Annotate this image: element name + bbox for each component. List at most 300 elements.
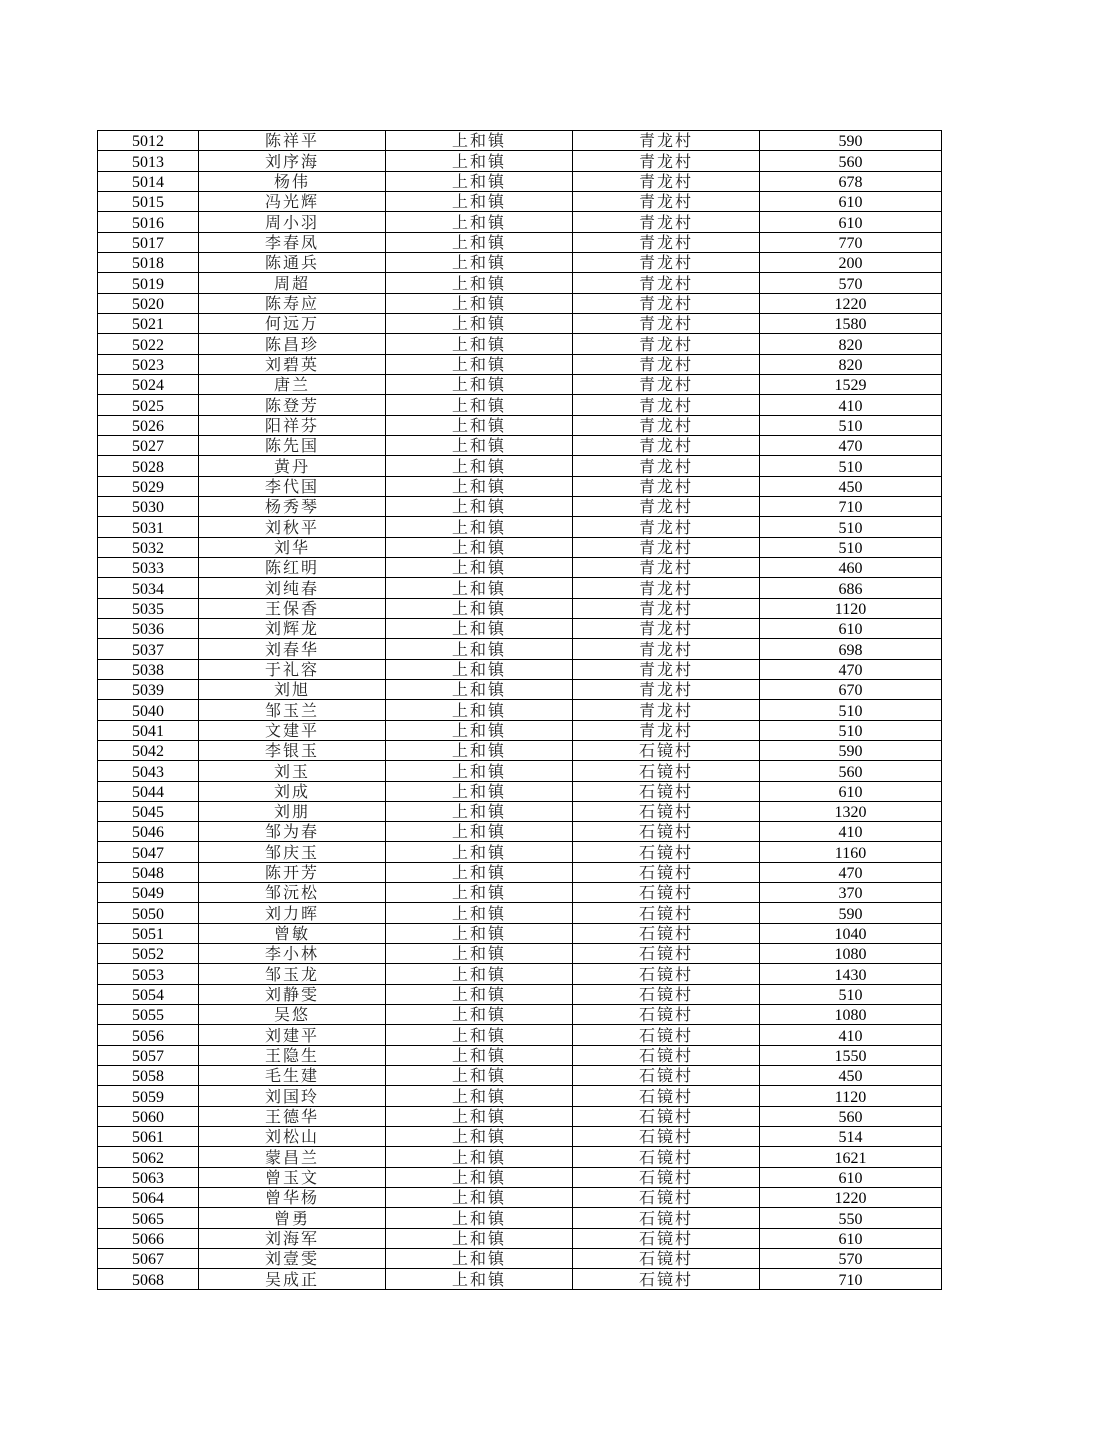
table-row [98, 252, 942, 272]
amount-cell: 410 [760, 1025, 942, 1045]
name-cell: 刘海军 [199, 1228, 386, 1248]
id-cell: 5038 [98, 659, 199, 679]
town-cell: 上和镇 [386, 557, 573, 577]
town-cell: 上和镇 [386, 1167, 573, 1187]
name-cell: 陈祥平 [199, 131, 386, 151]
table-row [98, 639, 942, 659]
village-cell: 石镜村 [573, 842, 760, 862]
amount-cell: 1220 [760, 1188, 942, 1208]
village-cell: 石镜村 [573, 1127, 760, 1147]
village-cell: 青龙村 [573, 659, 760, 679]
name-cell: 陈先国 [199, 435, 386, 455]
town-cell: 上和镇 [386, 252, 573, 272]
id-cell: 5064 [98, 1188, 199, 1208]
id-cell: 5037 [98, 639, 199, 659]
table-row [98, 618, 942, 638]
town-cell: 上和镇 [386, 578, 573, 598]
amount-cell: 610 [760, 212, 942, 232]
name-cell: 邹沅松 [199, 883, 386, 903]
table-row [98, 354, 942, 374]
amount-cell: 610 [760, 191, 942, 211]
name-cell: 刘力晖 [199, 903, 386, 923]
id-cell: 5021 [98, 313, 199, 333]
town-cell: 上和镇 [386, 923, 573, 943]
id-cell: 5045 [98, 801, 199, 821]
table-row [98, 517, 942, 537]
town-cell: 上和镇 [386, 1025, 573, 1045]
village-cell: 石镜村 [573, 1025, 760, 1045]
village-cell: 青龙村 [573, 334, 760, 354]
village-cell: 青龙村 [573, 517, 760, 537]
id-cell: 5027 [98, 435, 199, 455]
id-cell: 5033 [98, 557, 199, 577]
table-row [98, 1167, 942, 1187]
table-row [98, 334, 942, 354]
amount-cell: 450 [760, 1066, 942, 1086]
name-cell: 曾敏 [199, 923, 386, 943]
name-cell: 陈通兵 [199, 252, 386, 272]
town-cell: 上和镇 [386, 862, 573, 882]
amount-cell: 1320 [760, 801, 942, 821]
name-cell: 王德华 [199, 1106, 386, 1126]
name-cell: 杨伟 [199, 171, 386, 191]
amount-cell: 470 [760, 435, 942, 455]
id-cell: 5031 [98, 517, 199, 537]
id-cell: 5052 [98, 944, 199, 964]
village-cell: 石镜村 [573, 1045, 760, 1065]
id-cell: 5026 [98, 415, 199, 435]
village-cell: 石镜村 [573, 903, 760, 923]
town-cell: 上和镇 [386, 1208, 573, 1228]
village-cell: 青龙村 [573, 578, 760, 598]
name-cell: 陈开芳 [199, 862, 386, 882]
town-cell: 上和镇 [386, 1249, 573, 1269]
amount-cell: 570 [760, 273, 942, 293]
amount-cell: 1580 [760, 313, 942, 333]
table-row [98, 171, 942, 191]
village-cell: 青龙村 [573, 191, 760, 211]
town-cell: 上和镇 [386, 822, 573, 842]
town-cell: 上和镇 [386, 517, 573, 537]
name-cell: 吴悠 [199, 1005, 386, 1025]
id-cell: 5014 [98, 171, 199, 191]
table-row [98, 598, 942, 618]
village-cell: 青龙村 [573, 313, 760, 333]
id-cell: 5015 [98, 191, 199, 211]
town-cell: 上和镇 [386, 700, 573, 720]
id-cell: 5043 [98, 761, 199, 781]
amount-cell: 410 [760, 822, 942, 842]
id-cell: 5049 [98, 883, 199, 903]
table-row [98, 801, 942, 821]
town-cell: 上和镇 [386, 944, 573, 964]
id-cell: 5051 [98, 923, 199, 943]
town-cell: 上和镇 [386, 1086, 573, 1106]
table-row [98, 1269, 942, 1289]
amount-cell: 710 [760, 1269, 942, 1289]
village-cell: 石镜村 [573, 1208, 760, 1228]
town-cell: 上和镇 [386, 537, 573, 557]
town-cell: 上和镇 [386, 131, 573, 151]
name-cell: 吴成正 [199, 1269, 386, 1289]
village-cell: 青龙村 [573, 151, 760, 171]
name-cell: 刘国玲 [199, 1086, 386, 1106]
village-cell: 青龙村 [573, 252, 760, 272]
table-row [98, 720, 942, 740]
village-cell: 石镜村 [573, 781, 760, 801]
table-row [98, 395, 942, 415]
table-row [98, 964, 942, 984]
amount-cell: 510 [760, 537, 942, 557]
amount-cell: 610 [760, 1167, 942, 1187]
id-cell: 5012 [98, 131, 199, 151]
id-cell: 5028 [98, 456, 199, 476]
table-row [98, 476, 942, 496]
id-cell: 5019 [98, 273, 199, 293]
id-cell: 5058 [98, 1066, 199, 1086]
table-row [98, 1025, 942, 1045]
amount-cell: 1040 [760, 923, 942, 943]
amount-cell: 460 [760, 557, 942, 577]
id-cell: 5067 [98, 1249, 199, 1269]
name-cell: 刘碧英 [199, 354, 386, 374]
table-row [98, 842, 942, 862]
amount-cell: 1080 [760, 944, 942, 964]
name-cell: 刘华 [199, 537, 386, 557]
table-body [98, 131, 942, 1290]
village-cell: 石镜村 [573, 923, 760, 943]
village-cell: 石镜村 [573, 801, 760, 821]
amount-cell: 590 [760, 131, 942, 151]
id-cell: 5053 [98, 964, 199, 984]
town-cell: 上和镇 [386, 598, 573, 618]
name-cell: 周小羽 [199, 212, 386, 232]
table-row [98, 1045, 942, 1065]
town-cell: 上和镇 [386, 1106, 573, 1126]
name-cell: 邹玉兰 [199, 700, 386, 720]
village-cell: 青龙村 [573, 537, 760, 557]
name-cell: 周超 [199, 273, 386, 293]
id-cell: 5060 [98, 1106, 199, 1126]
name-cell: 陈登芳 [199, 395, 386, 415]
town-cell: 上和镇 [386, 191, 573, 211]
village-cell: 青龙村 [573, 273, 760, 293]
table-row [98, 883, 942, 903]
amount-cell: 678 [760, 171, 942, 191]
table-row [98, 496, 942, 516]
amount-cell: 510 [760, 415, 942, 435]
town-cell: 上和镇 [386, 1066, 573, 1086]
name-cell: 刘秋平 [199, 517, 386, 537]
town-cell: 上和镇 [386, 1147, 573, 1167]
village-cell: 青龙村 [573, 700, 760, 720]
id-cell: 5022 [98, 334, 199, 354]
table-row [98, 131, 942, 151]
town-cell: 上和镇 [386, 842, 573, 862]
village-cell: 青龙村 [573, 171, 760, 191]
id-cell: 5046 [98, 822, 199, 842]
table-row [98, 740, 942, 760]
table-row [98, 273, 942, 293]
table-row [98, 578, 942, 598]
amount-cell: 510 [760, 456, 942, 476]
amount-cell: 510 [760, 700, 942, 720]
town-cell: 上和镇 [386, 883, 573, 903]
amount-cell: 820 [760, 354, 942, 374]
name-cell: 黄丹 [199, 456, 386, 476]
village-cell: 石镜村 [573, 964, 760, 984]
amount-cell: 1120 [760, 1086, 942, 1106]
village-cell: 石镜村 [573, 1005, 760, 1025]
village-cell: 青龙村 [573, 131, 760, 151]
amount-cell: 1529 [760, 374, 942, 394]
id-cell: 5036 [98, 618, 199, 638]
amount-cell: 550 [760, 1208, 942, 1228]
town-cell: 上和镇 [386, 1228, 573, 1248]
town-cell: 上和镇 [386, 1005, 573, 1025]
name-cell: 于礼容 [199, 659, 386, 679]
name-cell: 曾华杨 [199, 1188, 386, 1208]
amount-cell: 698 [760, 639, 942, 659]
name-cell: 邹庆玉 [199, 842, 386, 862]
village-cell: 青龙村 [573, 618, 760, 638]
name-cell: 李小林 [199, 944, 386, 964]
amount-cell: 510 [760, 984, 942, 1004]
id-cell: 5066 [98, 1228, 199, 1248]
table-row [98, 862, 942, 882]
village-cell: 青龙村 [573, 456, 760, 476]
amount-cell: 514 [760, 1127, 942, 1147]
village-cell: 石镜村 [573, 761, 760, 781]
town-cell: 上和镇 [386, 639, 573, 659]
id-cell: 5041 [98, 720, 199, 740]
id-cell: 5029 [98, 476, 199, 496]
table-row [98, 537, 942, 557]
id-cell: 5050 [98, 903, 199, 923]
town-cell: 上和镇 [386, 313, 573, 333]
id-cell: 5024 [98, 374, 199, 394]
table-row [98, 1066, 942, 1086]
town-cell: 上和镇 [386, 456, 573, 476]
id-cell: 5013 [98, 151, 199, 171]
town-cell: 上和镇 [386, 374, 573, 394]
amount-cell: 1080 [760, 1005, 942, 1025]
town-cell: 上和镇 [386, 395, 573, 415]
name-cell: 陈寿应 [199, 293, 386, 313]
id-cell: 5034 [98, 578, 199, 598]
amount-cell: 560 [760, 761, 942, 781]
amount-cell: 590 [760, 740, 942, 760]
table-row [98, 1147, 942, 1167]
table-row [98, 435, 942, 455]
id-cell: 5018 [98, 252, 199, 272]
village-cell: 青龙村 [573, 476, 760, 496]
amount-cell: 510 [760, 720, 942, 740]
village-cell: 青龙村 [573, 293, 760, 313]
id-cell: 5068 [98, 1269, 199, 1289]
name-cell: 李银玉 [199, 740, 386, 760]
village-cell: 青龙村 [573, 354, 760, 374]
amount-cell: 820 [760, 334, 942, 354]
name-cell: 刘纯春 [199, 578, 386, 598]
amount-cell: 1220 [760, 293, 942, 313]
amount-cell: 510 [760, 517, 942, 537]
village-cell: 石镜村 [573, 1086, 760, 1106]
amount-cell: 770 [760, 232, 942, 252]
id-cell: 5017 [98, 232, 199, 252]
table-row [98, 374, 942, 394]
amount-cell: 410 [760, 395, 942, 415]
name-cell: 刘成 [199, 781, 386, 801]
amount-cell: 570 [760, 1249, 942, 1269]
name-cell: 刘玉 [199, 761, 386, 781]
town-cell: 上和镇 [386, 964, 573, 984]
name-cell: 刘旭 [199, 679, 386, 699]
table-row [98, 761, 942, 781]
village-cell: 青龙村 [573, 232, 760, 252]
amount-cell: 686 [760, 578, 942, 598]
table-row [98, 151, 942, 171]
name-cell: 王保香 [199, 598, 386, 618]
id-cell: 5062 [98, 1147, 199, 1167]
village-cell: 青龙村 [573, 639, 760, 659]
amount-cell: 450 [760, 476, 942, 496]
name-cell: 曾玉文 [199, 1167, 386, 1187]
town-cell: 上和镇 [386, 903, 573, 923]
table-row [98, 903, 942, 923]
name-cell: 曾勇 [199, 1208, 386, 1228]
town-cell: 上和镇 [386, 476, 573, 496]
village-cell: 石镜村 [573, 1188, 760, 1208]
village-cell: 青龙村 [573, 212, 760, 232]
amount-cell: 470 [760, 659, 942, 679]
id-cell: 5039 [98, 679, 199, 699]
town-cell: 上和镇 [386, 273, 573, 293]
amount-cell: 200 [760, 252, 942, 272]
village-cell: 青龙村 [573, 679, 760, 699]
data-table [97, 130, 942, 1290]
table-row [98, 1208, 942, 1228]
name-cell: 何远万 [199, 313, 386, 333]
village-cell: 青龙村 [573, 720, 760, 740]
town-cell: 上和镇 [386, 720, 573, 740]
village-cell: 青龙村 [573, 395, 760, 415]
name-cell: 刘辉龙 [199, 618, 386, 638]
id-cell: 5042 [98, 740, 199, 760]
amount-cell: 560 [760, 1106, 942, 1126]
id-cell: 5035 [98, 598, 199, 618]
name-cell: 冯光辉 [199, 191, 386, 211]
id-cell: 5055 [98, 1005, 199, 1025]
amount-cell: 710 [760, 496, 942, 516]
town-cell: 上和镇 [386, 801, 573, 821]
id-cell: 5059 [98, 1086, 199, 1106]
table-row [98, 1228, 942, 1248]
id-cell: 5063 [98, 1167, 199, 1187]
name-cell: 邹玉龙 [199, 964, 386, 984]
name-cell: 李代国 [199, 476, 386, 496]
name-cell: 刘序海 [199, 151, 386, 171]
amount-cell: 610 [760, 781, 942, 801]
id-cell: 5047 [98, 842, 199, 862]
name-cell: 陈红明 [199, 557, 386, 577]
name-cell: 刘春华 [199, 639, 386, 659]
town-cell: 上和镇 [386, 171, 573, 191]
amount-cell: 1430 [760, 964, 942, 984]
village-cell: 石镜村 [573, 1167, 760, 1187]
village-cell: 石镜村 [573, 1228, 760, 1248]
id-cell: 5032 [98, 537, 199, 557]
town-cell: 上和镇 [386, 212, 573, 232]
town-cell: 上和镇 [386, 659, 573, 679]
name-cell: 刘建平 [199, 1025, 386, 1045]
id-cell: 5016 [98, 212, 199, 232]
amount-cell: 370 [760, 883, 942, 903]
name-cell: 李春凤 [199, 232, 386, 252]
amount-cell: 470 [760, 862, 942, 882]
village-cell: 石镜村 [573, 883, 760, 903]
table-row [98, 1106, 942, 1126]
name-cell: 刘壹雯 [199, 1249, 386, 1269]
id-cell: 5023 [98, 354, 199, 374]
name-cell: 刘松山 [199, 1127, 386, 1147]
village-cell: 石镜村 [573, 1106, 760, 1126]
table-row [98, 557, 942, 577]
village-cell: 石镜村 [573, 1147, 760, 1167]
town-cell: 上和镇 [386, 781, 573, 801]
amount-cell: 1550 [760, 1045, 942, 1065]
town-cell: 上和镇 [386, 496, 573, 516]
town-cell: 上和镇 [386, 1269, 573, 1289]
town-cell: 上和镇 [386, 232, 573, 252]
amount-cell: 590 [760, 903, 942, 923]
table-row [98, 944, 942, 964]
table-row [98, 1086, 942, 1106]
table-row [98, 1188, 942, 1208]
table-row [98, 212, 942, 232]
town-cell: 上和镇 [386, 293, 573, 313]
table-row [98, 191, 942, 211]
name-cell: 蒙昌兰 [199, 1147, 386, 1167]
village-cell: 石镜村 [573, 862, 760, 882]
table-row [98, 456, 942, 476]
amount-cell: 560 [760, 151, 942, 171]
table-row [98, 679, 942, 699]
table-row [98, 1249, 942, 1269]
amount-cell: 1160 [760, 842, 942, 862]
table-row [98, 415, 942, 435]
table-row [98, 659, 942, 679]
town-cell: 上和镇 [386, 1045, 573, 1065]
id-cell: 5054 [98, 984, 199, 1004]
id-cell: 5065 [98, 1208, 199, 1228]
id-cell: 5044 [98, 781, 199, 801]
village-cell: 石镜村 [573, 1269, 760, 1289]
table-row [98, 700, 942, 720]
village-cell: 石镜村 [573, 822, 760, 842]
name-cell: 阳祥芬 [199, 415, 386, 435]
town-cell: 上和镇 [386, 415, 573, 435]
village-cell: 石镜村 [573, 1249, 760, 1269]
name-cell: 陈昌珍 [199, 334, 386, 354]
town-cell: 上和镇 [386, 1188, 573, 1208]
table-row [98, 984, 942, 1004]
town-cell: 上和镇 [386, 1127, 573, 1147]
table-row [98, 293, 942, 313]
village-cell: 石镜村 [573, 740, 760, 760]
name-cell: 唐兰 [199, 374, 386, 394]
table-row [98, 1005, 942, 1025]
